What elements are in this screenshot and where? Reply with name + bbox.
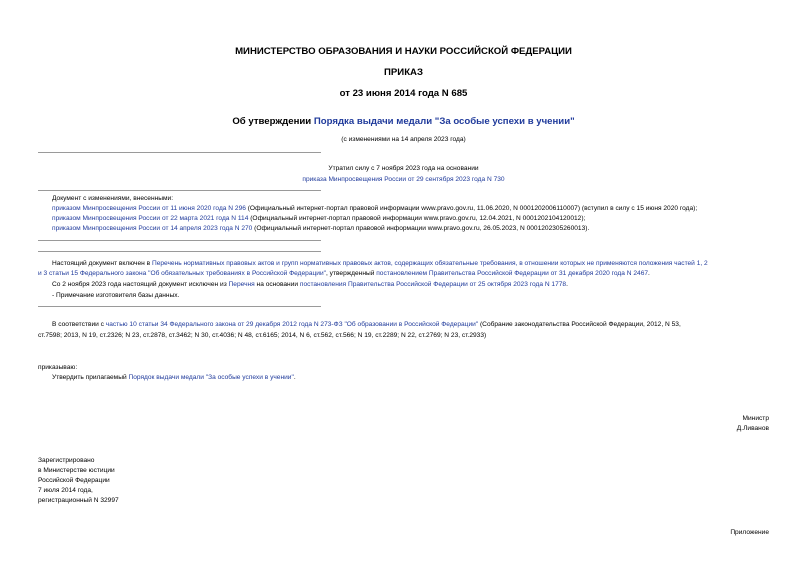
mandatory-requirements-law-link[interactable]: и 3 статьи 15 Федерального закона "Об обязательных требованиях в Российской Федерации" [38,270,327,277]
resolution-1778-link[interactable]: постановления Правительства Российской Федерации от 25 октября 2023 года N 1778 [299,281,567,288]
date-number-heading: от 23 июня 2014 года N 685 [339,88,468,99]
lapsed-order-link[interactable]: приказа Минпросвещения России от 29 сентября 2023 года N 730 [302,176,505,183]
exclusion-basis: на основании [254,281,300,288]
change-link-1[interactable]: приказом Минпросвещения России от 11 июня 2020 года N 296 [52,205,246,212]
change-item-2 [52,214,585,224]
legal-basis-prefix: В соответствии с [52,321,106,328]
education-law-link[interactable]: частью 10 статьи 34 Федерального закона от 29 декабря 2012 года N 273-ФЗ "Об образовании в Российской Федерации" [105,321,479,328]
divider [38,306,321,307]
inclusion-prefix: Настоящий документ включен в [52,260,152,267]
legal-basis-source: (Собрание законодательства Российской Федерации, 2012, N 53, [478,321,681,328]
change-link-3[interactable]: приказом Минпросвещения России от 14 апреля 2023 года N 270 [52,225,253,232]
signature-name: Д.Ливанов [736,425,769,432]
inclusion-note-line2 [38,269,650,279]
doc-type-heading: ПРИКАЗ [384,67,423,78]
legal-basis-paragraph [38,320,768,330]
lapsed-notice: Утратил силу с 7 ноября 2023 года на основании [328,165,479,172]
document-title [0,116,807,127]
registration-line-5: регистрационный N 32997 [38,497,119,504]
divider [38,240,321,241]
exclusion-period: . [566,281,568,288]
change-link-2[interactable]: приказом Минпросвещения России от 22 марта 2021 года N 114 [52,215,249,222]
approve-prefix: Утвердить прилагаемый [52,374,129,381]
approve-period: . [293,374,296,381]
changes-intro: Документ с изменениями, внесенными: [52,195,174,202]
exclusion-note [52,280,568,290]
divider [38,152,321,153]
change-item-3 [52,224,589,234]
divider [38,190,321,191]
signature-position: Министр [742,415,769,422]
db-maker-note: - Примечание изготовителя базы данных. [52,292,180,299]
registration-line-4: 7 июля 2014 года, [38,487,93,494]
registration-line-1: Зарегистрировано [38,457,95,464]
exclusion-prefix: Со 2 ноября 2023 года настоящий документ исключен из [52,281,229,288]
ministry-heading: МИНИСТЕРСТВО ОБРАЗОВАНИЯ И НАУКИ РОССИЙСКОЙ ФЕДЕРАЦИИ [235,46,572,57]
change-text-1: (Официальный интернет-портал правовой информации www.pravo.gov.ru, 11.06.2020, N 0001202006110007) (вступил в силу с 15 июня 2020 года); [245,205,698,212]
procedure-link[interactable]: Порядок выдачи медали "За особые успехи в учении" [128,374,294,381]
divider [38,251,321,252]
resolution-2467-link[interactable]: постановлением Правительства Российской Федерации от 31 декабря 2020 года N 2467 [376,270,649,277]
amendments-note: (с изменениями на 14 апреля 2023 года) [341,136,466,143]
inclusion-period: . [648,270,650,277]
legal-basis-line2: ст.7598; 2013, N 19, ст.2326; N 23, ст.2878, ст.3462; N 30, ст.4036; N 48, ст.6165; 2014, N 6, ст.562, ст.566; N 19, ст.2289; N 22, ст.2769; N 23, ст.2933) [38,332,487,339]
appendix-label: Приложение [730,529,769,536]
change-text-2: (Официальный интернет-портал правовой информации www.pravo.gov.ru, 12.04.2021, N 0001202104120012); [248,215,586,222]
order-word: приказываю: [38,364,78,371]
inclusion-approved: , утвержденный [326,270,377,277]
registration-line-2: в Министерстве юстиции [38,467,115,474]
title-link[interactable]: Порядка выдачи медали "За особые успехи в учении" [313,116,575,127]
change-item-1 [52,204,697,214]
registration-line-3: Российской Федерации [38,477,110,484]
title-prefix: Об утверждении [232,116,314,127]
inclusion-note-line1 [52,259,708,269]
approve-paragraph [52,373,296,383]
requirements-list-link[interactable]: Перечень нормативных правовых актов и групп нормативных правовых актов, содержащих обязательные требования, в отношении которых не применяются положения частей 1, 2 [151,260,708,267]
change-text-3: (Официальный интернет-портал правовой информации www.pravo.gov.ru, 26.05.2023, N 0001202305260013). [252,225,590,232]
list-link[interactable]: Перечня [228,281,255,288]
